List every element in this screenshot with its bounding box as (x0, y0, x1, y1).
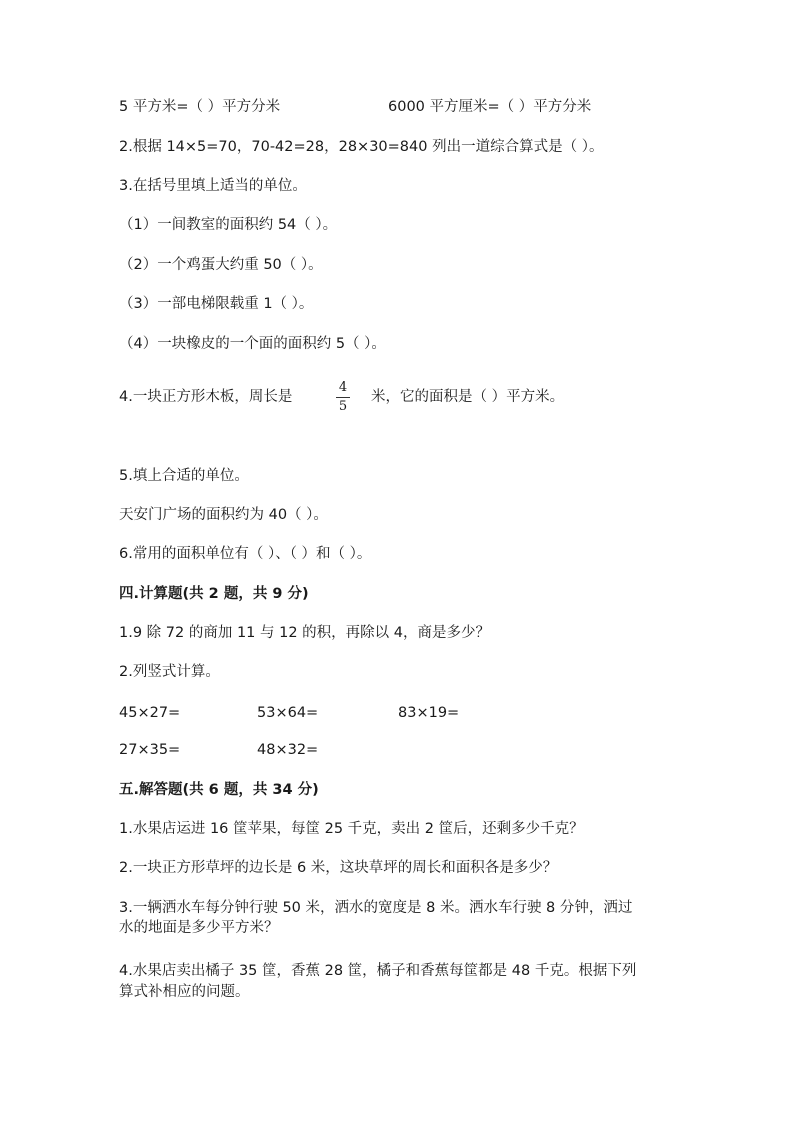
fill-q1-part-b: 6000 平方厘米=（ ）平方分米 (388, 99, 592, 115)
fill-q5: 5.填上合适的单位。 (119, 468, 249, 484)
fill-q3-item-1: （1）一间教室的面积约 54（ ）。 (119, 217, 338, 233)
fill-q3-item-3: （3）一部电梯限载重 1（ ）。 (119, 296, 314, 312)
solve-q2: 2.一块正方形草坪的边长是 6 米，这块草坪的周长和面积各是多少？ (119, 860, 558, 876)
calc-expr-4: 27×35= (119, 742, 181, 758)
calc-expr-5: 48×32= (257, 742, 319, 758)
solve-q1: 1.水果店运进 16 筐苹果，每筐 25 千克，卖出 2 筐后，还剩多少千克？ (119, 821, 584, 837)
calc-q1: 1.9 除 72 的商加 11 与 12 的积，再除以 4，商是多少？ (119, 625, 491, 641)
calc-expr-1: 45×27= (119, 705, 181, 721)
fraction-denominator: 5 (338, 399, 348, 414)
solve-q4-line-2: 算式补相应的问题。 (119, 984, 250, 1000)
solve-q4-line-1: 4.水果店卖出橘子 35 筐，香蕉 28 筐，橘子和香蕉每筐都是 48 千克。根据下列 (119, 963, 637, 979)
fill-q3: 3.在括号里填上适当的单位。 (119, 178, 307, 194)
fraction-numerator: 4 (338, 380, 348, 395)
section-4-title: 四.计算题(共 2 题，共 9 分) (119, 586, 309, 602)
calc-q2: 2.列竖式计算。 (119, 664, 220, 680)
fill-q3-item-4: （4）一块橡皮的一个面的面积约 5（ ）。 (119, 336, 386, 352)
calc-expr-2: 53×64= (257, 705, 319, 721)
fill-q5-item: 天安门广场的面积约为 40（ ）。 (119, 507, 328, 523)
calc-expr-3: 83×19= (398, 705, 460, 721)
fill-q6: 6.常用的面积单位有（ ）、（ ）和（ ）。 (119, 546, 372, 562)
fill-q4-after: 米，它的面积是（ ）平方米。 (371, 389, 565, 405)
fill-q1-part-a: 5 平方米=（ ）平方分米 (119, 99, 281, 115)
fill-q3-item-2: （2）一个鸡蛋大约重 50（ ）。 (119, 257, 323, 273)
solve-q3-line-2: 水的地面是多少平方米？ (119, 920, 279, 936)
solve-q3-line-1: 3.一辆洒水车每分钟行驶 50 米，洒水的宽度是 8 米。洒水车行驶 8 分钟，洒过 (119, 900, 633, 916)
section-5-title: 五.解答题(共 6 题，共 34 分) (119, 782, 319, 798)
fill-q4-before: 4.一块正方形木板，周长是 (119, 389, 293, 405)
fill-q2: 2.根据 14×5=70，70-42=28，28×30=840 列出一道综合算式是（ ）。 (119, 139, 604, 155)
fraction-bar (336, 397, 350, 398)
fraction-four-fifths (336, 380, 350, 415)
